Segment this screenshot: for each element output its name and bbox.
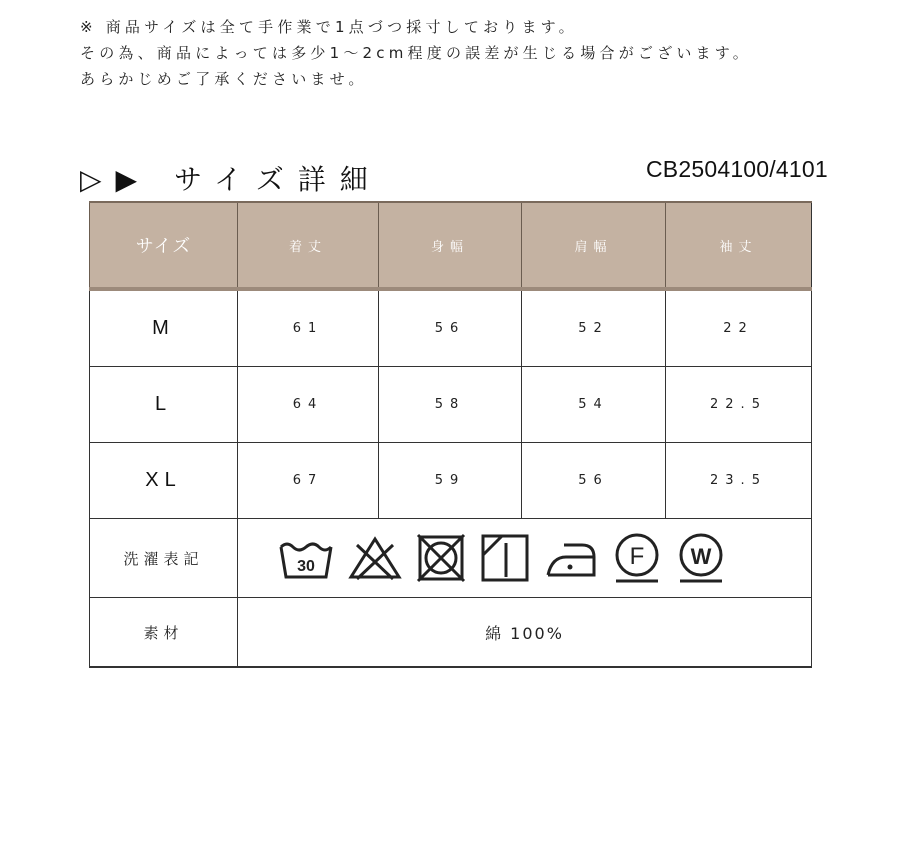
length-value: 64 <box>238 367 379 443</box>
size-label: L <box>90 367 238 443</box>
dry-clean-f-icon <box>612 532 662 584</box>
table-row <box>90 367 812 443</box>
note-line: ※ 商品サイズは全て手作業で1点づつ採寸しております。 <box>80 18 578 36</box>
size-detail-heading: ▷▶ サイズ詳細 <box>80 163 382 196</box>
header-sleeve: 袖丈 <box>666 202 812 289</box>
wet-clean-w-icon <box>676 532 726 584</box>
header-shoulder: 肩幅 <box>522 202 666 289</box>
line-dry-icon <box>480 533 530 583</box>
table-row <box>90 289 812 367</box>
sleeve-value: 23.5 <box>666 443 812 519</box>
header-size: サイズ <box>90 202 238 289</box>
width-value: 56 <box>379 289 522 367</box>
shoulder-value: 52 <box>522 289 666 367</box>
header-width: 身幅 <box>379 202 522 289</box>
no-tumble-dry-icon <box>416 533 466 583</box>
note-line: あらかじめご了承くださいませ。 <box>80 70 368 88</box>
sleeve-value: 22.5 <box>666 367 812 443</box>
length-value: 67 <box>238 443 379 519</box>
size-notes <box>80 14 752 92</box>
length-value: 61 <box>238 289 379 367</box>
wash-30-icon <box>278 535 334 581</box>
dry-clean-letter: F <box>629 543 645 570</box>
width-value: 58 <box>379 367 522 443</box>
table-header-row <box>90 202 812 289</box>
size-label: M <box>90 289 238 367</box>
width-value: 59 <box>379 443 522 519</box>
care-row <box>90 519 812 598</box>
material-value: 綿 100% <box>238 598 812 668</box>
no-bleach-icon <box>348 535 402 581</box>
sleeve-value: 22 <box>666 289 812 367</box>
product-code: CB2504100/4101 <box>646 156 828 182</box>
material-label: 素材 <box>90 598 238 668</box>
note-line: その為、商品によっては多少1～2cm程度の誤差が生じる場合がございます。 <box>80 44 752 62</box>
shoulder-value: 56 <box>522 443 666 519</box>
care-icons-cell <box>238 519 812 598</box>
material-row <box>90 598 812 668</box>
care-label: 洗濯表記 <box>90 519 238 598</box>
wash-temp-text: 30 <box>297 558 315 575</box>
table-row <box>90 443 812 519</box>
shoulder-value: 54 <box>522 367 666 443</box>
header-length: 着丈 <box>238 202 379 289</box>
size-label: XL <box>90 443 238 519</box>
size-table <box>89 201 812 668</box>
iron-low-icon <box>544 535 598 581</box>
wet-clean-letter: W <box>690 544 712 569</box>
